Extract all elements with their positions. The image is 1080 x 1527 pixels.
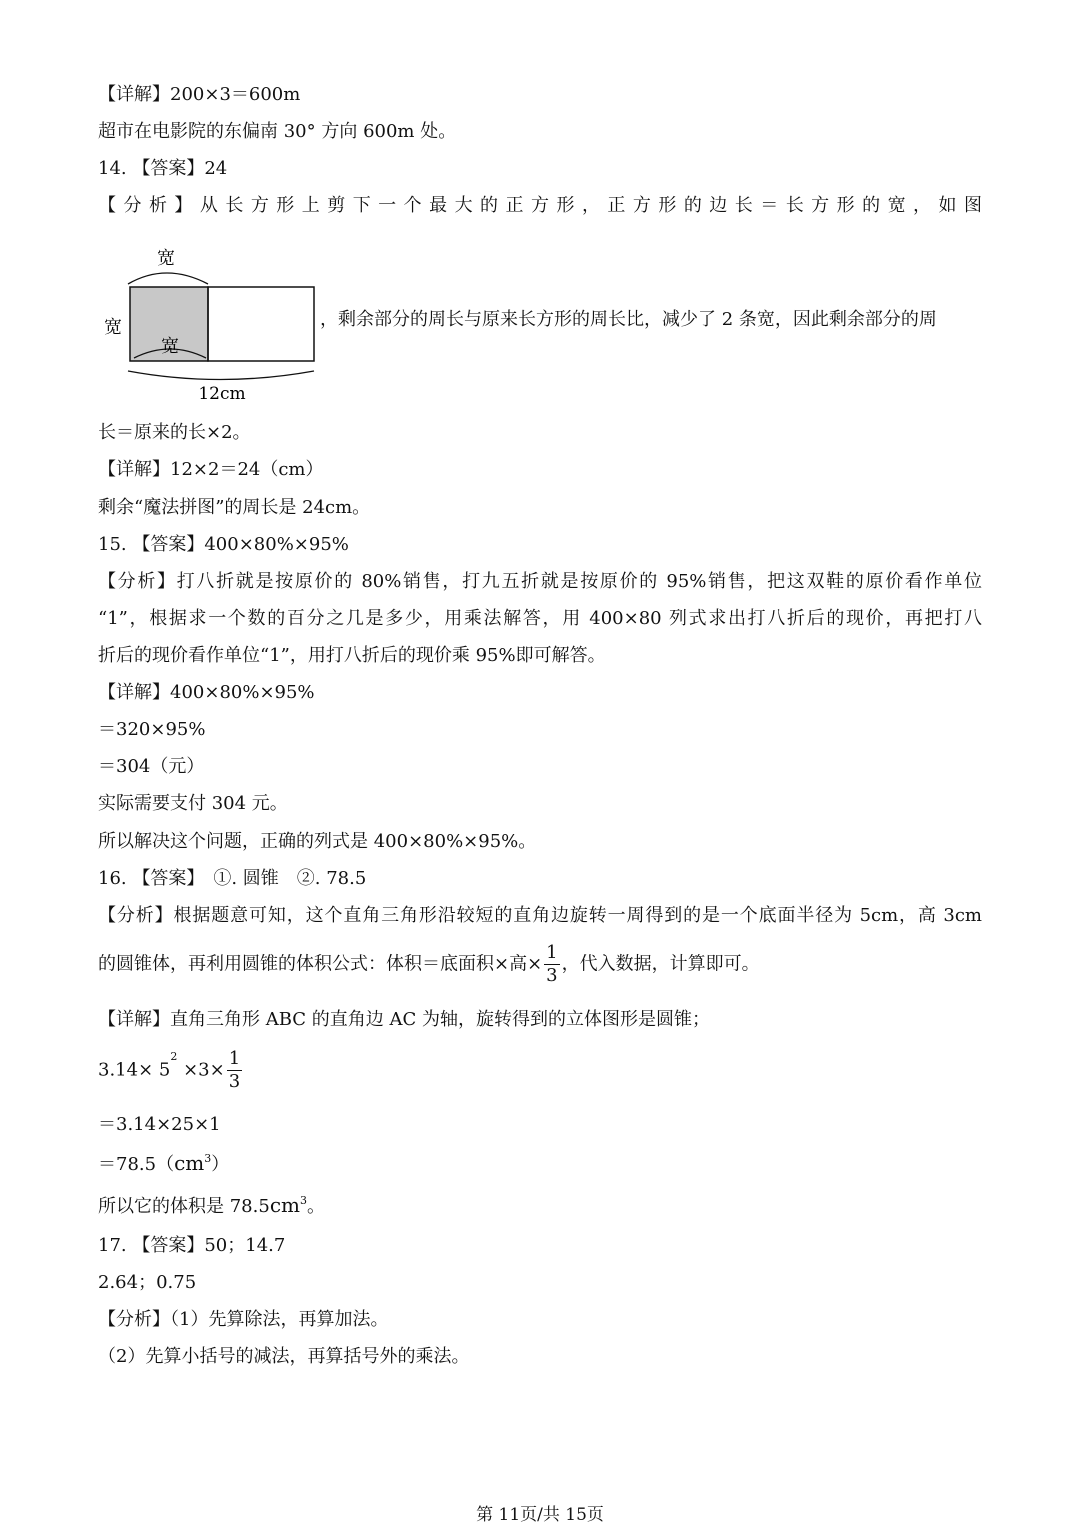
remaining-rectangle	[208, 287, 314, 361]
formula-fraction	[227, 1048, 242, 1093]
line-10: 【分析】打八折就是按原价的 80%销售，打九五折就是按原价的 95%销售，把这双鞋的原价看作单位	[98, 571, 982, 592]
formula-fraction-denominator: 3	[228, 1071, 241, 1092]
formula-base: 5	[158, 1059, 171, 1081]
fraction-one-third	[544, 942, 559, 987]
line-3: 14. 【答案】24	[98, 158, 228, 179]
line-25	[98, 1192, 325, 1220]
line-27: 2.64；0.75	[98, 1272, 197, 1293]
line-24-text: ＝78.5（	[98, 1154, 175, 1175]
bottom-brace	[128, 371, 314, 380]
line-17: 所以解决这个问题，正确的列式是 400×80%×95%。	[98, 831, 537, 852]
line-25-end: 。	[306, 1196, 325, 1217]
fraction-denominator: 3	[546, 965, 558, 986]
formula-part-1: 3.14×	[98, 1059, 154, 1081]
figure-left-label: 宽	[104, 317, 122, 338]
formula-exponent: 2	[170, 1050, 178, 1063]
line-24-close: ）	[211, 1154, 230, 1175]
line-26: 17. 【答案】50；14.7	[98, 1235, 286, 1256]
line-25-text: 所以它的体积是 78.5	[98, 1196, 270, 1217]
line-11: “1”，根据求一个数的百分之几是多少，用乘法解答，用 400×80 列式求出打八折后的现价，再把打八	[98, 608, 982, 629]
line-7: 【详解】12×2＝24（cm）	[98, 459, 324, 480]
line-6: 长＝原来的长×2。	[98, 422, 251, 443]
unit-cm-2: cm	[269, 1193, 300, 1217]
line-13: 【详解】400×80%×95%	[98, 682, 315, 703]
line-21: 【详解】直角三角形 ABC 的直角边 AC 为轴，旋转得到的立体图形是圆锥；	[98, 1009, 710, 1030]
page-footer: 第 11页/共 15页	[476, 1505, 604, 1525]
line-29: （2）先算小括号的减法，再算括号外的乘法。	[98, 1346, 470, 1367]
line-24	[98, 1150, 229, 1178]
top-brace	[128, 273, 208, 284]
line-16: 实际需要支付 304 元。	[98, 793, 288, 814]
line-2: 超市在电影院的东偏南 30° 方向 600m 处。	[98, 121, 457, 142]
line-4: 【分析】从长方形上剪下一个最大的正方形，正方形的边长＝长方形的宽，如图	[98, 195, 982, 216]
formula-fraction-numerator: 1	[228, 1048, 241, 1069]
figure-inner-label: 宽	[161, 336, 179, 357]
line-20	[98, 942, 760, 987]
line-9: 15. 【答案】400×80%×95%	[98, 534, 349, 555]
line-18: 16. 【答案】 ①. 圆锥 ②. 78.5	[98, 868, 367, 889]
unit-exponent-2: 3	[299, 1194, 307, 1207]
unit-exponent: 3	[204, 1152, 212, 1165]
figure-bottom-label: 12cm	[198, 384, 246, 404]
fraction-numerator: 1	[546, 942, 558, 963]
figure-top-label: 宽	[157, 248, 175, 269]
line-8: 剩余“魔法拼图”的周长是 24cm。	[98, 497, 371, 518]
line-28: 【分析】（1）先算除法，再算加法。	[98, 1309, 389, 1330]
line-15: ＝304（元）	[98, 756, 205, 777]
line-12: 折后的现价看作单位“1”，用打八折后的现价乘 95%即可解答。	[98, 645, 606, 666]
line-23: ＝3.14×25×1	[98, 1114, 221, 1135]
formula-volume	[98, 1048, 244, 1093]
line-1: 【详解】200×3＝600m	[98, 84, 301, 105]
unit-cm: cm	[174, 1151, 205, 1175]
line-20-text: 的圆锥体，再利用圆锥的体积公式：体积＝底面积×高×	[98, 953, 543, 975]
rectangle-figure	[98, 238, 318, 408]
line-5: ，剩余部分的周长与原来长方形的周长比，减少了 2 条宽，因此剩余部分的周	[320, 309, 937, 330]
line-14: ＝320×95%	[98, 719, 206, 740]
line-20-tail: ，代入数据，计算即可。	[561, 953, 760, 975]
formula-part-2: ×3×	[183, 1059, 225, 1081]
line-19: 【分析】根据题意可知，这个直角三角形沿较短的直角边旋转一周得到的是一个底面半径为 5cm，高 3cm	[98, 905, 982, 926]
